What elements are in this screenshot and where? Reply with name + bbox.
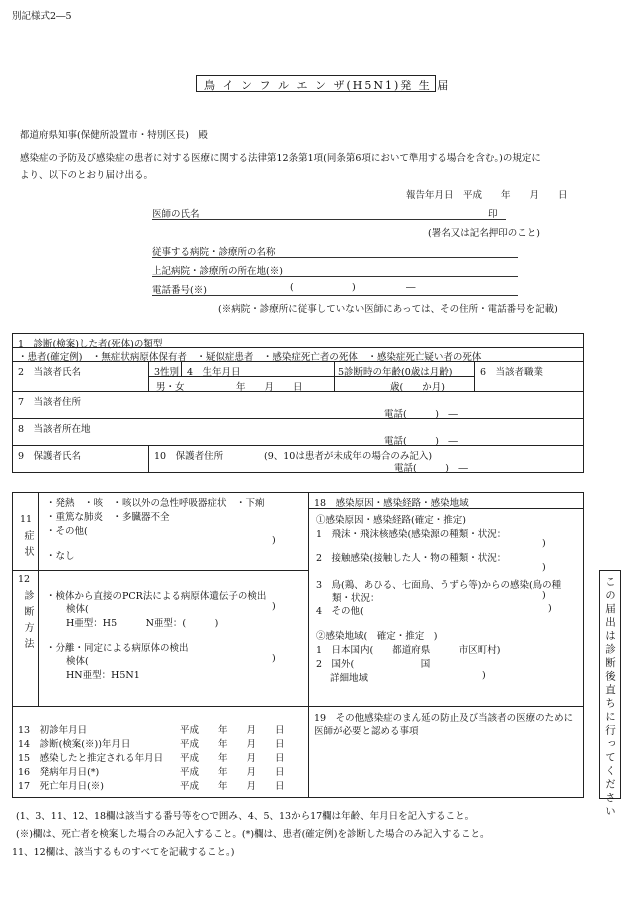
f10-tel[interactable]: 電話( ) ― [394, 463, 468, 474]
signature-note: (署名又は記名押印のこと) [428, 228, 540, 239]
hospital-address-line[interactable] [152, 276, 518, 277]
f10-label: 10 保護者住所 [154, 451, 224, 462]
hospital-address-label: 上記病院・診療所の所在地(※) [152, 266, 283, 277]
f4-label: 4 生年月日 [187, 367, 241, 378]
s18-4-close: ) [548, 603, 552, 614]
s11-close: ) [272, 535, 276, 546]
s19-label: 19 その他感染症のまん延の防止及び当該者の医療のために [314, 713, 574, 724]
s18-1[interactable]: 1 飛沫・飛沫核感染(感染源の種類・状況： [316, 529, 507, 540]
phone-line[interactable] [152, 295, 518, 296]
s12-l6: HN亜型：H5N1 [66, 670, 140, 681]
phone-paren-open: ( [290, 282, 294, 293]
s12-close1: ) [272, 601, 276, 612]
s11-l3[interactable]: ・その他( [46, 526, 88, 537]
s18-b[interactable]: ②感染地域( 確定・推定 ) [316, 631, 438, 642]
f8-tel[interactable]: 電話( ) ― [384, 436, 458, 447]
s11-label: 症状 [22, 530, 33, 562]
s18-3a[interactable]: 3 鳥(鶏、あひる、七面鳥、うずら等)からの感染(鳥の種 [316, 580, 562, 591]
s18-1-close: ) [542, 538, 546, 549]
s17-label: 17 死亡年月日(※) [18, 781, 105, 792]
f5-label: 5診断時の年齢(0歳は月齢) [338, 367, 453, 378]
phone-paren-close: ) [352, 282, 356, 293]
s17-date[interactable]: 平成 年 月 日 [180, 781, 285, 792]
intro-line2: より、以下のとおり届け出る。 [20, 170, 154, 181]
s12-l4[interactable]: ・分離・同定による病原体の検出 [46, 643, 189, 654]
f7-tel[interactable]: 電話( ) ― [384, 409, 458, 420]
s19-label2: 医師が必要と認める事項 [314, 726, 419, 737]
s11-l1[interactable]: ・発熱 ・咳 ・咳以外の急性呼吸器症状 ・下痢 [46, 498, 265, 509]
s18-2-close: ) [542, 562, 546, 573]
s18-b2[interactable]: 2 国外( 国 [316, 659, 431, 670]
f2-label: 2 当該者氏名 [18, 367, 82, 378]
phone-dash: ― [406, 282, 416, 293]
s11-l2[interactable]: ・重篤な肺炎 ・多臓器不全 [46, 512, 170, 523]
s11-num: 11 [20, 514, 33, 525]
footnote-3: 11、12欄は、該当するものすべてを記載すること。) [12, 847, 235, 858]
s12-l2[interactable]: 検体( [66, 604, 89, 615]
s18-3-close: ) [542, 590, 546, 601]
s12-l3[interactable]: H亜型：H5 N亜型：( ) [66, 618, 219, 629]
s18-title: 18 感染原因・感染経路・感染地域 [314, 498, 469, 509]
s12-close2: ) [272, 653, 276, 664]
form-title: 鳥 イ ン フ ル エ ン ザ(H5N1)発 生 届 [204, 79, 451, 92]
form-id: 別記様式2―5 [12, 11, 72, 22]
s18-3b[interactable]: 類・状況： [332, 593, 380, 604]
s14-date[interactable]: 平成 年 月 日 [180, 739, 285, 750]
s15-label: 15 感染したと推定される年月日 [18, 753, 164, 764]
s11-l4[interactable]: ・なし [46, 551, 75, 562]
s18-b3[interactable]: 詳細地域 [330, 673, 369, 684]
report-date[interactable]: 報告年月日 平成 年 月 日 [406, 190, 568, 201]
footnote-1: (1、3、11、12、18欄は該当する番号等を○で囲み、4、5、13から17欄は年齢、年月日を記入すること。 [16, 811, 475, 822]
doctor-name-label: 医師の氏名 [152, 209, 200, 220]
s16-date[interactable]: 平成 年 月 日 [180, 767, 285, 778]
footnote-2: (※)欄は、死亡者を検案した場合のみ記入すること。(*)欄は、患者(確定例)を診断した場合のみ記入すること。 [16, 829, 490, 840]
f3-options[interactable]: 男・女 [156, 382, 185, 393]
intro-line1: 感染症の予防及び感染症の患者に対する医療に関する法律第12条第1項(同条第6項において準用する場合を含む。)の規定に [20, 153, 541, 164]
hospital-name-line[interactable] [152, 257, 518, 258]
s12-num: 12 [18, 574, 31, 585]
s16-label: 16 発病年月日(*) [18, 767, 100, 778]
doctor-name-line[interactable] [152, 219, 506, 220]
f7-label: 7 当該者住所 [18, 397, 82, 408]
s12-l1[interactable]: ・検体から直接のPCR法による病原体遺伝子の検出 [46, 591, 267, 602]
s18-4[interactable]: 4 その他( [316, 606, 364, 617]
s18-a[interactable]: ①感染原因・感染経路(確定・推定) [316, 515, 466, 526]
phone-label: 電話番号(※) [152, 285, 207, 296]
addressee: 都道府県知事(保健所設置市・特別区長) 殿 [20, 130, 208, 141]
s18-b3-close: ) [482, 670, 486, 681]
f8-label: 8 当該者所在地 [18, 424, 91, 435]
sec1-options[interactable]: ・患者(確定例) ・無症状病原体保有者 ・疑似症患者 ・感染症死亡者の死体 ・感染症死亡疑い者の死体 [18, 352, 482, 363]
f9-label: 9 保護者氏名 [18, 451, 82, 462]
f3-label: 3性別 [154, 367, 180, 378]
hospital-name-label: 従事する病院・診療所の名称 [152, 247, 276, 258]
s18-2[interactable]: 2 接触感染(接触した人・物の種類・状況： [316, 553, 507, 564]
s15-date[interactable]: 平成 年 月 日 [180, 753, 285, 764]
s12-label: 診断方法 [22, 590, 33, 654]
s13-label: 13 初診年月日 [18, 725, 88, 736]
f5-value[interactable]: 歳( か月) [390, 382, 445, 393]
f10-note: (9、10は患者が未成年の場合のみ記入) [264, 451, 433, 462]
s12-l5[interactable]: 検体( [66, 656, 89, 667]
s18-b1[interactable]: 1 日本国内( 都道府県 市区町村) [316, 645, 501, 656]
f6-label: 6 当該者職業 [480, 367, 544, 378]
seal-mark: 印 [488, 209, 498, 220]
hospital-note: (※病院・診療所に従事していない医師にあっては、その住所・電話番号を記載) [218, 304, 558, 315]
f4-value[interactable]: 年 月 日 [236, 382, 303, 393]
s14-label: 14 診断(検案(※))年月日 [18, 739, 131, 750]
s13-date[interactable]: 平成 年 月 日 [180, 725, 285, 736]
side-note: この届出は診断後直ちに行ってください [604, 576, 616, 819]
sec1-title: 1 診断(検案)した者(死体)の類型 [18, 339, 163, 350]
